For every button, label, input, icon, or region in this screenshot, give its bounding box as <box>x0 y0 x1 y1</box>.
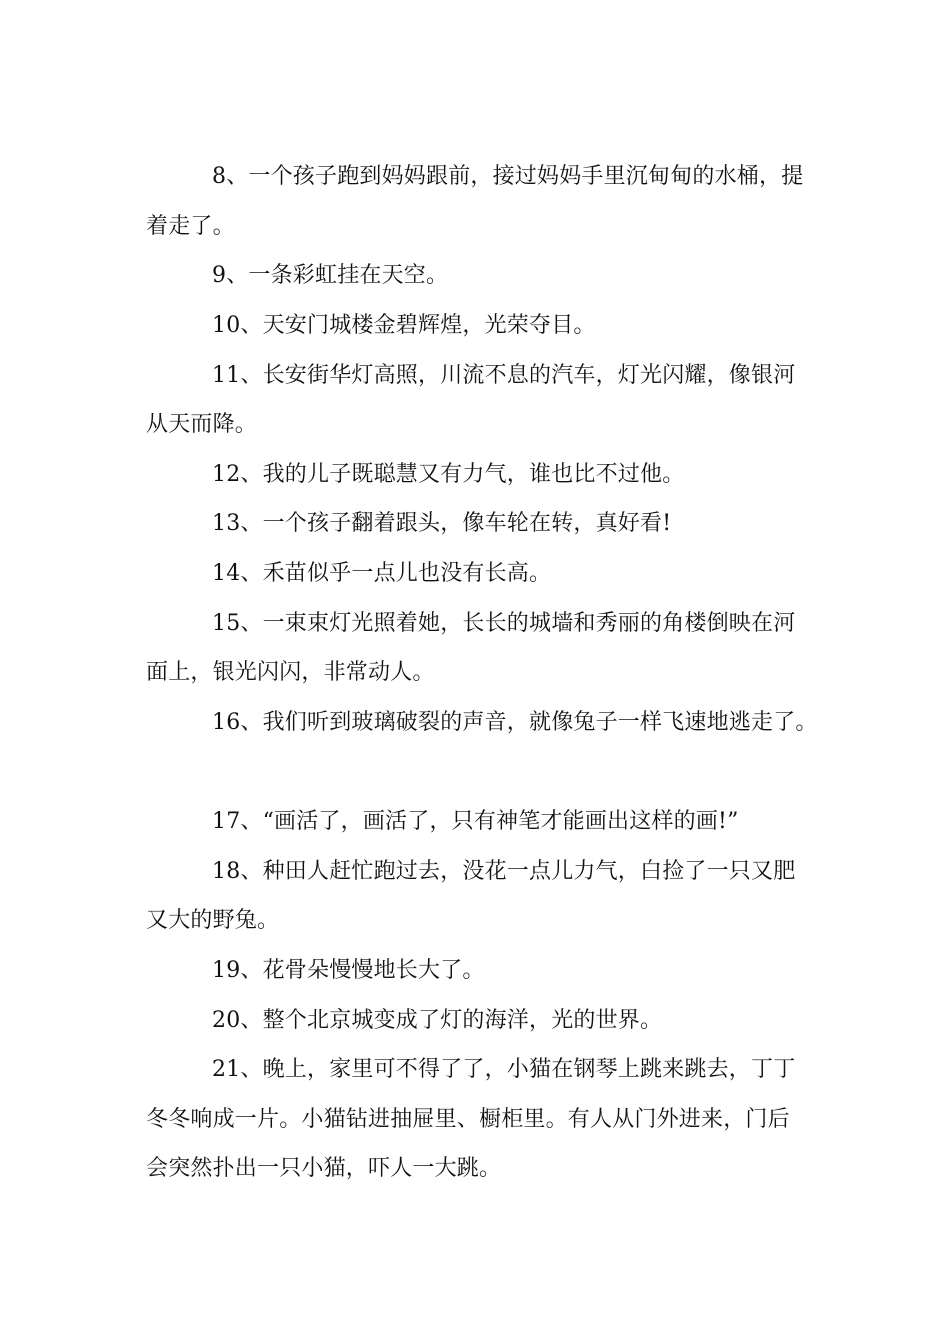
item-18-line-1: 18、种田人赶忙跑过去，没花一点儿力气，白捡了一只又肥 <box>212 859 796 884</box>
item-13-line-1: 13、一个孩子翻着跟头，像车轮在转，真好看! <box>212 511 672 536</box>
item-18-line-2: 又大的野兔。 <box>146 908 280 933</box>
item-21-line-2: 冬冬响成一片。小猫钻进抽屉里、橱柜里。有人从门外进来，门后 <box>146 1107 790 1132</box>
item-15-line-2: 面上，银光闪闪，非常动人。 <box>146 660 435 685</box>
item-8-line-2: 着走了。 <box>146 214 235 239</box>
item-8-line-1: 8、一个孩子跑到妈妈跟前，接过妈妈手里沉甸甸的水桶，提 <box>212 164 804 189</box>
item-21-line-1: 21、晚上，家里可不得了了，小猫在钢琴上跳来跳去，丁丁 <box>212 1057 796 1082</box>
item-11-line-2: 从天而降。 <box>146 412 258 437</box>
item-11-line-1: 11、长安街华灯高照，川流不息的汽车，灯光闪耀，像银河 <box>212 363 796 388</box>
item-19-line-1: 19、花骨朵慢慢地长大了。 <box>212 958 485 983</box>
item-21-line-3: 会突然扑出一只小猫，吓人一大跳。 <box>146 1156 502 1181</box>
item-20-line-1: 20、整个北京城变成了灯的海洋，光的世界。 <box>212 1008 663 1033</box>
item-10-line-1: 10、天安门城楼金碧辉煌，光荣夺目。 <box>212 313 596 338</box>
item-15-line-1: 15、一束束灯光照着她，长长的城墙和秀丽的角楼倒映在河 <box>212 611 796 636</box>
item-12-line-1: 12、我的儿子既聪慧又有力气，谁也比不过他。 <box>212 462 685 487</box>
item-17-line-1: 17、“画活了，画活了，只有神笔才能画出这样的画!” <box>212 809 739 834</box>
item-14-line-1: 14、禾苗似乎一点儿也没有长高。 <box>212 561 552 586</box>
item-9-line-1: 9、一条彩虹挂在天空。 <box>212 263 449 288</box>
item-16-line-1: 16、我们听到玻璃破裂的声音，就像兔子一样飞速地逃走了。 <box>212 710 818 735</box>
